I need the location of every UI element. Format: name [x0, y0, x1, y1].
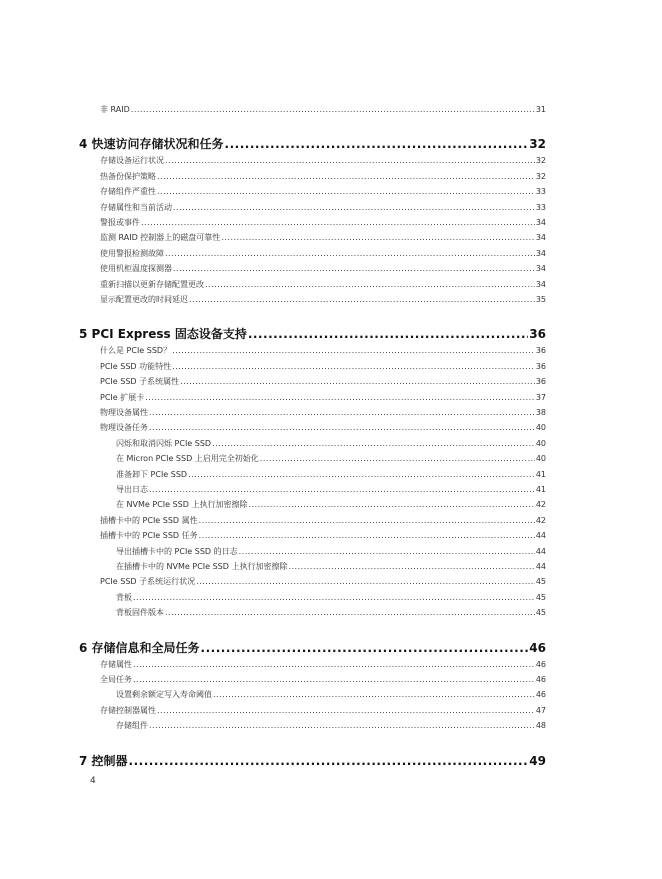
toc-entry-page: 34	[535, 233, 546, 243]
toc-entry-page: 45	[535, 577, 546, 587]
toc-entry-title: 显示配置更改的时间延迟	[100, 295, 188, 304]
toc-entry[interactable]	[116, 438, 546, 452]
toc-entry-page: 35	[535, 295, 546, 304]
toc-entry-title: 存储设备运行状况	[100, 156, 164, 166]
toc-leader-dots	[188, 470, 535, 479]
toc-leader-dots	[165, 249, 535, 258]
toc-entry-page: 31	[535, 105, 546, 114]
toc-leader-dots	[180, 377, 535, 386]
toc-entry[interactable]	[100, 422, 546, 436]
toc-leader-dots	[157, 187, 535, 196]
toc-entry[interactable]	[100, 345, 546, 359]
toc-entry[interactable]	[116, 607, 546, 621]
toc-leader-dots	[133, 660, 535, 669]
toc-leader-dots	[172, 346, 535, 355]
toc-entry-page: 45	[535, 608, 546, 618]
toc-entry[interactable]	[100, 186, 546, 200]
toc-entry-page: 49	[529, 753, 546, 768]
toc-entry[interactable]	[100, 248, 546, 262]
toc-leader-dots	[133, 593, 535, 602]
toc-leader-dots	[149, 485, 535, 494]
toc-leader-dots	[172, 362, 535, 371]
toc-entry-page: 45	[535, 592, 546, 602]
toc-entry-title: PCIe SSD 功能特性	[100, 361, 172, 371]
toc-entry[interactable]	[100, 705, 546, 719]
toc-entry[interactable]	[100, 104, 546, 118]
toc-entry-title: 存储组件严重性	[100, 187, 156, 197]
toc-entry-title: 监测 RAID 控制器上的磁盘可靠性	[100, 233, 221, 243]
toc-entry[interactable]	[100, 515, 546, 529]
toc-entry-page: 46	[535, 675, 546, 684]
toc-entry-title: 背板固件版本	[116, 608, 164, 618]
toc-entry-title: 在 NVMe PCIe SSD 上执行加密擦除	[116, 500, 248, 510]
toc-entry-page: 40	[535, 423, 546, 433]
toc-leader-dots	[157, 706, 535, 715]
toc-entry-title: 6 存储信息和全局任务	[79, 640, 200, 655]
toc-entry[interactable]	[100, 171, 546, 185]
toc-entry-title: PCIe SSD 子系统属性	[100, 377, 180, 387]
toc-leader-dots	[165, 608, 535, 617]
toc-entry-title: 7 控制器	[79, 753, 128, 768]
toc-entry-page: 44	[535, 546, 546, 556]
toc-chapter-heading[interactable]	[79, 325, 546, 343]
toc-entry[interactable]	[100, 202, 546, 216]
toc-leader-dots	[133, 675, 535, 684]
toc-leader-dots	[201, 641, 529, 655]
toc-entry[interactable]	[100, 232, 546, 246]
toc-entry[interactable]	[100, 361, 546, 375]
toc-entry-title: 警报或事件	[100, 218, 140, 227]
toc-leader-dots	[149, 423, 535, 432]
toc-entry-title: 重新扫描以更新存储配置更改	[100, 279, 204, 289]
toc-entry-page: 41	[535, 469, 546, 479]
toc-entry-page: 34	[535, 264, 546, 274]
toc-entry-title: 什么是 PCIe SSD？	[100, 346, 172, 356]
toc-entry[interactable]	[116, 689, 546, 703]
toc-entry-page: 34	[535, 248, 546, 258]
page-number: 4	[90, 776, 96, 786]
toc-entry-title: 存储属性	[100, 659, 132, 669]
toc-leader-dots	[221, 233, 535, 242]
toc-entry[interactable]	[100, 392, 546, 406]
toc-entry-page: 42	[535, 515, 546, 525]
toc-entry-page: 46	[535, 690, 546, 700]
toc-leader-dots	[173, 203, 535, 212]
toc-entry-page: 38	[535, 408, 546, 417]
toc-entry-title: PCIe 扩展卡	[100, 392, 145, 402]
toc-entry[interactable]	[100, 155, 546, 169]
toc-leader-dots	[141, 218, 535, 227]
toc-leader-dots	[212, 439, 535, 448]
toc-leader-dots	[149, 721, 535, 730]
toc-leader-dots	[248, 500, 534, 509]
toc-entry-title: 插槽卡中的 PCIe SSD 任务	[100, 531, 198, 541]
toc-entry-page: 46	[535, 659, 546, 669]
toc-entry-title: 物理设备任务	[100, 423, 148, 433]
toc-entry-page: 40	[535, 454, 546, 464]
toc-entry-title: 存储控制器属性	[100, 705, 156, 715]
toc-entry-page: 34	[535, 279, 546, 289]
toc-entry[interactable]	[116, 720, 546, 734]
toc-chapter-heading[interactable]	[79, 135, 546, 153]
toc-entry-title: 导出日志	[116, 485, 148, 494]
toc-entry[interactable]	[116, 469, 546, 483]
toc-entry-page: 32	[529, 137, 546, 152]
toc-entry-page: 37	[535, 392, 546, 402]
toc-entry-page: 36	[529, 327, 546, 342]
toc-leader-dots	[196, 577, 535, 586]
toc-entry-page: 48	[535, 721, 546, 731]
toc-entry[interactable]	[116, 546, 546, 560]
toc-entry-page: 46	[529, 640, 546, 655]
toc-entry[interactable]	[116, 499, 546, 513]
toc-entry-title: 在 Micron PCIe SSD 上启用完全初始化	[116, 454, 259, 464]
toc-leader-dots	[225, 137, 529, 151]
toc-entry-page: 33	[535, 202, 546, 212]
toc-leader-dots	[145, 393, 535, 402]
toc-chapter-heading[interactable]	[79, 639, 546, 657]
toc-leader-dots	[173, 264, 535, 273]
toc-entry-title: 5 PCI Express 固态设备支持	[79, 327, 247, 342]
toc-entry-title: 设置剩余额定写入寿命阈值	[116, 690, 212, 700]
toc-entry[interactable]	[100, 294, 546, 308]
toc-entry-title: 非 RAID	[100, 105, 130, 114]
toc-entry-page: 34	[535, 218, 546, 227]
toc-entry-title: 使用警报检测故障	[100, 248, 164, 258]
toc-entry-page: 44	[535, 531, 546, 541]
toc-entry[interactable]	[100, 376, 546, 390]
toc-entry[interactable]	[100, 407, 546, 421]
toc-entry[interactable]	[116, 453, 546, 467]
toc-entry-title: 准备卸下 PCIe SSD	[116, 469, 188, 479]
toc-chapter-heading[interactable]	[79, 752, 546, 770]
toc-entry-title: 全局任务	[100, 675, 132, 684]
toc-leader-dots	[199, 531, 535, 540]
toc-entry-page: 36	[535, 346, 546, 356]
toc-entry-page: 33	[535, 187, 546, 197]
toc-leader-dots	[260, 454, 535, 463]
toc-entry-page: 42	[535, 500, 546, 510]
toc-leader-dots	[199, 516, 535, 525]
toc-leader-dots	[205, 280, 535, 289]
toc-entry[interactable]	[100, 530, 546, 544]
toc-entry[interactable]	[100, 217, 546, 231]
toc-entry[interactable]	[100, 659, 546, 673]
toc-leader-dots	[239, 547, 535, 556]
toc-leader-dots	[129, 754, 529, 768]
toc-entry-title: 存储属性和当前活动	[100, 202, 172, 212]
toc-entry-title: 4 快速访问存储状况和任务	[79, 137, 224, 152]
toc-entry[interactable]	[116, 561, 546, 575]
toc-entry-title: 物理设备属性	[100, 408, 148, 417]
toc-leader-dots	[165, 156, 535, 165]
toc-leader-dots	[131, 105, 535, 114]
toc-entry-title: 热备份保护策略	[100, 171, 156, 181]
toc-leader-dots	[157, 172, 535, 181]
toc-entry-title: 插槽卡中的 PCIe SSD 属性	[100, 515, 198, 525]
toc-entry-title: 存储组件	[116, 721, 148, 731]
toc-entry-title: 导出插槽卡中的 PCIe SSD 的日志	[116, 546, 238, 556]
toc-leader-dots	[189, 295, 535, 304]
toc-entry-title: PCIe SSD 子系统运行状况	[100, 577, 196, 587]
toc-entry-title: 闪烁和取消闪烁 PCIe SSD	[116, 438, 212, 448]
toc-entry[interactable]	[100, 674, 546, 688]
toc-leader-dots	[213, 690, 535, 699]
toc-leader-dots	[248, 327, 528, 341]
toc-leader-dots	[149, 408, 535, 417]
toc-entry[interactable]	[100, 576, 546, 590]
toc-entry-page: 47	[535, 705, 546, 715]
toc-entry-page: 36	[535, 361, 546, 371]
toc-entry-page: 40	[535, 438, 546, 448]
toc-entry-page: 44	[535, 562, 546, 571]
toc-entry[interactable]	[116, 484, 546, 498]
toc-leader-dots	[288, 562, 534, 571]
toc-entry-title: 在插槽卡中的 NVMe PCIe SSD 上执行加密擦除	[116, 562, 288, 571]
toc-entry-page: 41	[535, 485, 546, 494]
toc-entry-page: 32	[535, 171, 546, 181]
toc-entry-page: 36	[535, 377, 546, 387]
toc-entry[interactable]	[100, 263, 546, 277]
toc-entry-title: 使用机柜温度探测器	[100, 264, 172, 274]
toc-entry-page: 32	[535, 156, 546, 166]
toc-entry[interactable]	[100, 279, 546, 293]
toc-entry-title: 背板	[116, 592, 132, 602]
toc-entry[interactable]	[116, 592, 546, 606]
